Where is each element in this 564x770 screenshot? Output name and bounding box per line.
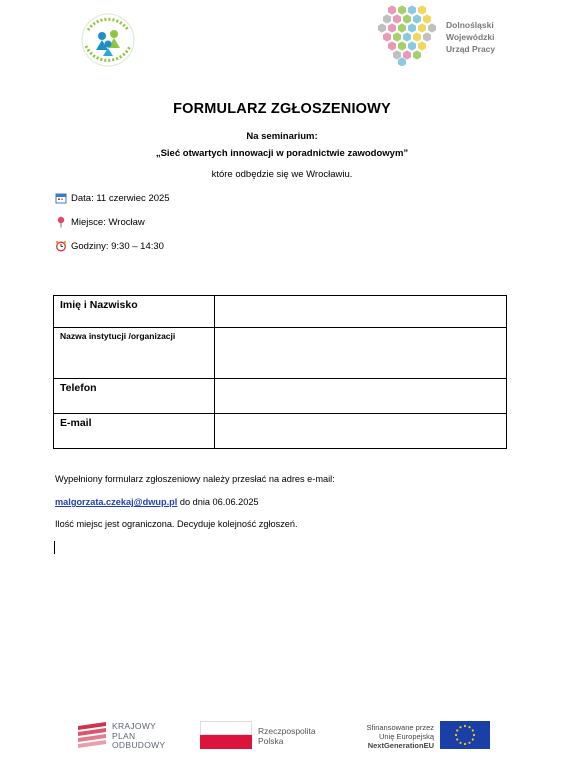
eu-star	[473, 734, 475, 736]
logo-hexagon	[388, 5, 396, 14]
logo-hexagon	[388, 41, 396, 50]
logo-hexagon	[383, 32, 391, 41]
eu-star	[456, 738, 458, 740]
logo-hexagon	[413, 50, 421, 59]
dolnoslaska-siec-logo	[78, 10, 138, 70]
name-label: Imię i Nazwisko	[54, 296, 215, 328]
text-cursor	[54, 541, 55, 554]
rzeczpospolita-logo	[200, 718, 330, 752]
eu-flag-icon	[440, 721, 490, 749]
eu-star	[459, 742, 461, 744]
place-line: Miejsce: Wrocław	[55, 216, 145, 228]
rzeczpospolita-logo-text: Rzeczpospolita Polska	[258, 726, 316, 746]
pin-icon	[55, 216, 67, 228]
logo-hexagon	[383, 14, 391, 23]
eu-funding-text: Sfinansowane przez Unię Europejską NextGenerationEU	[366, 723, 434, 750]
registration-form-table	[53, 295, 507, 449]
logo-hexagon	[408, 41, 416, 50]
logo-hexagon	[418, 41, 426, 50]
logo-hexagon	[403, 14, 411, 23]
logo-hexagon	[393, 50, 401, 59]
seminar-subheading: Na seminarium:	[246, 131, 318, 142]
eu-star	[464, 725, 466, 727]
logo-hexagon	[423, 14, 431, 23]
logo-hexagon	[393, 14, 401, 23]
eu-star	[472, 738, 474, 740]
form-row-name	[54, 296, 507, 328]
contact-email-link[interactable]: malgorzata.czekaj@dwup.pl	[55, 497, 178, 507]
logo-hexagon	[398, 57, 406, 66]
logo-hexagon	[403, 50, 411, 59]
logo-hexagon	[423, 32, 431, 41]
eu-star	[468, 742, 470, 744]
eu-star	[456, 729, 458, 731]
logo-hexagon	[418, 23, 426, 32]
email-label: E-mail	[54, 414, 215, 449]
phone-field[interactable]	[215, 379, 507, 414]
calendar-icon	[55, 192, 67, 204]
event-name: „Sieć otwartych innowacji w poradnictwie zawodowym”	[155, 148, 409, 159]
logo-hexagon	[393, 32, 401, 41]
logo-hexagon	[428, 23, 436, 32]
institution-field[interactable]	[215, 328, 507, 379]
instructions-line: Wypełniony formularz zgłoszeniowy należy przesłać na adres e-mail:	[55, 474, 335, 484]
logo-hexagon	[413, 32, 421, 41]
dwup-logo-text: Dolnośląski Wojewódzki Urząd Pracy	[446, 20, 496, 54]
logo-hexagon	[408, 5, 416, 14]
eu-star	[464, 743, 466, 745]
form-row-phone	[54, 379, 507, 414]
kpo-logo-text: KRAJOWY PLAN ODBUDOWY	[112, 721, 166, 750]
phone-label: Telefon	[54, 379, 215, 414]
eu-star	[455, 734, 457, 736]
limited-seats-line: Ilość miejsc jest ograniczona. Decyduje kolejność zgłoszeń.	[55, 519, 298, 529]
logo-hexagon	[378, 23, 386, 32]
hours-line: Godziny: 9:30 – 14:30	[55, 240, 164, 252]
event-location-line: które odbędzie się we Wrocławiu.	[211, 169, 353, 180]
eu-star	[472, 729, 474, 731]
logo-hexagon	[403, 32, 411, 41]
form-row-email	[54, 414, 507, 449]
eu-funding-logo	[348, 718, 494, 752]
logo-hexagon	[388, 23, 396, 32]
dwup-logo	[374, 2, 504, 66]
date-line: Data: 11 czerwiec 2025	[55, 192, 170, 204]
email-field[interactable]	[215, 414, 507, 449]
eu-star	[459, 726, 461, 728]
logo-hexagon	[398, 41, 406, 50]
logo-hexagon	[398, 23, 406, 32]
deadline-text: do dnia 06.06.2025	[177, 497, 259, 507]
logo-hexagon	[398, 5, 406, 14]
kpo-logo	[76, 718, 186, 752]
logo-hexagon	[408, 23, 416, 32]
form-title: FORMULARZ ZGŁOSZENIOWY	[173, 101, 391, 117]
eu-star	[468, 726, 470, 728]
name-field[interactable]	[215, 296, 507, 328]
logo-hexagon	[413, 14, 421, 23]
institution-label: Nazwa instytucji /organizacji	[54, 328, 215, 379]
email-deadline-line	[55, 497, 259, 507]
form-row-institution	[54, 328, 507, 379]
logo-hexagon	[418, 5, 426, 14]
alarm-clock-icon	[55, 240, 67, 252]
